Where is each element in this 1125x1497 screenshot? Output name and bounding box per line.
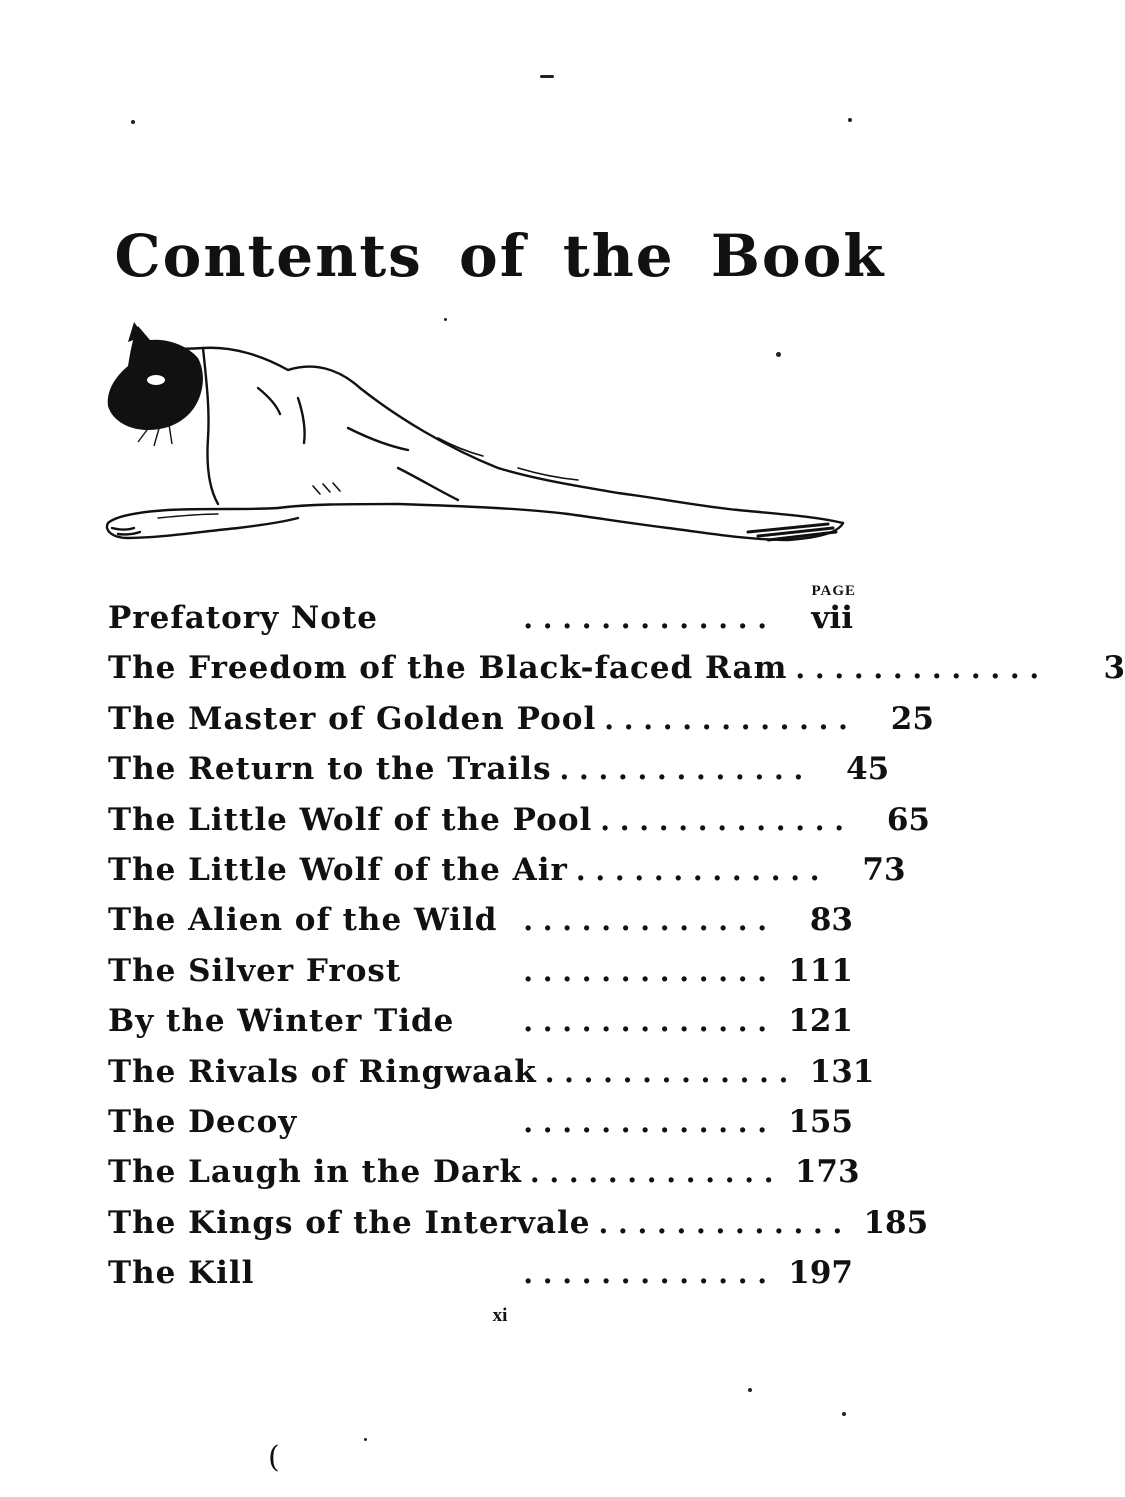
toc-entry xyxy=(108,902,853,952)
toc-entry-title: The Kings of the Intervale xyxy=(108,1204,591,1241)
toc-entry-title: The Freedom of the Black-faced Ram xyxy=(108,650,788,687)
toc-entry-page: vii xyxy=(811,600,853,636)
toc-entry-title: The Silver Frost xyxy=(108,952,402,989)
toc-entry-title: The Laugh in the Dark xyxy=(108,1154,522,1191)
page-column-header: PAGE xyxy=(811,583,856,599)
toc-entry-page: 197 xyxy=(788,1255,853,1292)
scan-speck xyxy=(364,1438,367,1441)
table-of-contents xyxy=(108,600,1125,1305)
toc-entry xyxy=(108,1053,875,1104)
toc-entry-title: The Kill xyxy=(108,1255,255,1292)
scan-speck xyxy=(848,118,852,122)
toc-entry-page: 3 xyxy=(1103,650,1125,687)
scan-speck xyxy=(540,75,554,78)
toc-entry xyxy=(108,1255,853,1305)
toc-entry xyxy=(108,953,853,1003)
toc-entry-page: 25 xyxy=(890,700,934,737)
stray-pencil-mark: ( xyxy=(268,1440,280,1475)
toc-entry xyxy=(108,801,930,852)
toc-leader-dots: . . . . . . . . . . . . . xyxy=(523,1105,767,1139)
toc-entry xyxy=(108,751,890,801)
scan-speck xyxy=(131,120,135,124)
toc-entry xyxy=(108,1204,929,1255)
toc-entry xyxy=(108,1003,853,1053)
toc-leader-dots: . . . . . . . . . . . . . xyxy=(600,803,844,837)
toc-leader-dots: . . . . . . . . . . . . . xyxy=(544,1055,789,1089)
toc-entry-page: 73 xyxy=(862,851,906,888)
page-folio: xi xyxy=(492,1305,508,1326)
toc-entry-title: The Return to the Trails xyxy=(108,751,552,788)
page-title: Contents of the Book xyxy=(114,222,886,290)
toc-entry-title: The Little Wolf of the Air xyxy=(108,851,568,888)
toc-entry-title: The Alien of the Wild xyxy=(108,902,498,939)
toc-entry-title: The Decoy xyxy=(108,1103,298,1140)
toc-leader-dots: . . . . . . . . . . . . . xyxy=(523,904,767,938)
toc-entry-page: 131 xyxy=(809,1053,875,1090)
toc-leader-dots: . . . . . . . . . . . . . xyxy=(598,1206,843,1240)
cat-illustration xyxy=(98,318,850,558)
toc-entry xyxy=(108,1104,853,1154)
toc-entry-page: 121 xyxy=(788,1003,853,1040)
toc-leader-dots: . . . . . . . . . . . . . xyxy=(523,602,767,635)
toc-entry-page: 83 xyxy=(809,902,853,939)
toc-entry-page: 173 xyxy=(794,1154,860,1191)
toc-leader-dots: . . . . . . . . . . . . . xyxy=(604,702,848,736)
toc-entry xyxy=(108,1154,860,1204)
toc-entry-page: 45 xyxy=(846,751,890,788)
toc-entry xyxy=(108,650,1125,700)
toc-entry-title: By the Winter Tide xyxy=(108,1003,455,1040)
toc-entry-page: 185 xyxy=(863,1204,929,1241)
toc-entry xyxy=(108,700,934,751)
scan-speck xyxy=(842,1412,846,1416)
toc-entry-page: 111 xyxy=(788,952,853,989)
toc-leader-dots: . . . . . . . . . . . . . xyxy=(529,1156,774,1190)
toc-leader-dots: . . . . . . . . . . . . . xyxy=(795,652,1040,686)
toc-leader-dots: . . . . . . . . . . . . . xyxy=(523,954,767,988)
toc-entry-page: 65 xyxy=(886,801,930,838)
toc-entry-title: The Rivals of Ringwaak xyxy=(108,1053,537,1090)
toc-entry-title: The Master of Golden Pool xyxy=(108,700,597,737)
toc-entry xyxy=(108,851,906,902)
toc-entry-title: Prefatory Note xyxy=(108,600,378,636)
toc-leader-dots: . . . . . . . . . . . . . xyxy=(523,1005,767,1039)
toc-entry-page: 155 xyxy=(788,1103,853,1140)
scan-speck xyxy=(748,1388,752,1392)
toc-entry-title: The Little Wolf of the Pool xyxy=(108,801,593,838)
toc-leader-dots: . . . . . . . . . . . . . xyxy=(575,853,820,887)
toc-leader-dots: . . . . . . . . . . . . . xyxy=(523,1257,767,1291)
toc-entry xyxy=(108,600,853,650)
toc-leader-dots: . . . . . . . . . . . . . xyxy=(559,753,804,787)
